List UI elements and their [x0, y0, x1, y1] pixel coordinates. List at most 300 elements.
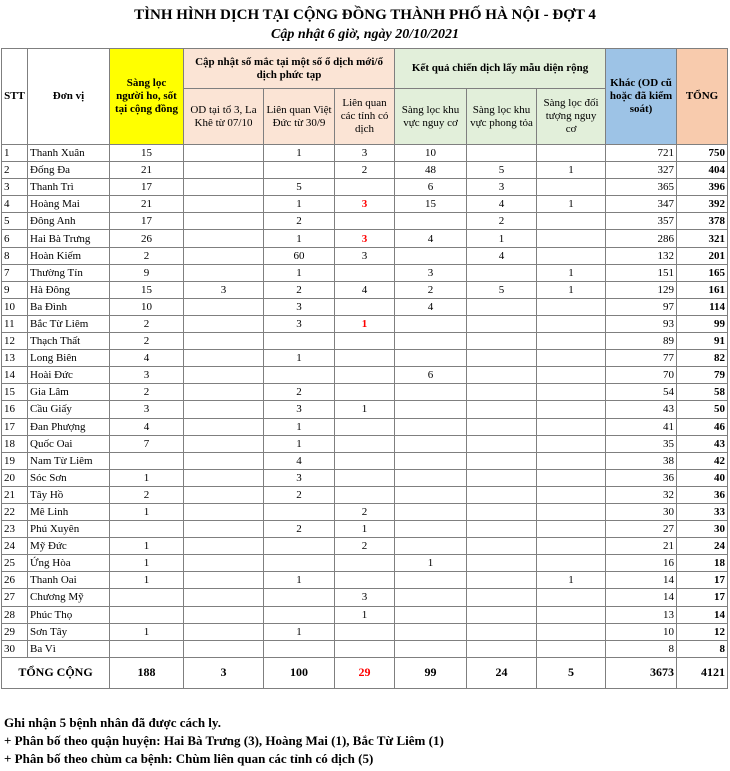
table-row: [2, 213, 728, 230]
cell-t: 42: [677, 452, 728, 469]
table-row: [2, 162, 728, 179]
table-row: [2, 486, 728, 503]
cell-e: 48: [395, 162, 467, 179]
header-od: OD tại tổ 3, La Khê từ 07/10: [184, 89, 264, 145]
cell-e: [395, 315, 467, 332]
cell-g: [537, 145, 606, 162]
cell-e: 3: [395, 264, 467, 281]
cell-a: [110, 640, 184, 657]
cell-h: 36: [606, 469, 677, 486]
cell-f: [467, 145, 537, 162]
cell-f: [467, 555, 537, 572]
cell-f: [467, 589, 537, 606]
cell-a: 1: [110, 503, 184, 520]
cell-c: 2: [264, 486, 335, 503]
cell-h: 70: [606, 367, 677, 384]
cell-g: 1: [537, 572, 606, 589]
cell-name: Tây Hồ: [28, 486, 110, 503]
cell-g: [537, 469, 606, 486]
cell-name: Hoàn Kiếm: [28, 247, 110, 264]
cell-g: 1: [537, 196, 606, 213]
cell-a: 9: [110, 264, 184, 281]
cell-c: 1: [264, 435, 335, 452]
table-row: [2, 538, 728, 555]
cell-b: [184, 589, 264, 606]
cell-t: 12: [677, 623, 728, 640]
total-cell: 3673: [606, 657, 677, 688]
cell-b: [184, 367, 264, 384]
cell-g: [537, 589, 606, 606]
cell-h: 93: [606, 315, 677, 332]
cell-b: [184, 640, 264, 657]
cell-c: 3: [264, 315, 335, 332]
cell-e: [395, 469, 467, 486]
table-row: [2, 589, 728, 606]
cell-stt: 28: [2, 606, 28, 623]
cell-g: [537, 367, 606, 384]
cell-stt: 6: [2, 230, 28, 247]
cell-f: [467, 469, 537, 486]
cell-t: 114: [677, 298, 728, 315]
cell-stt: 29: [2, 623, 28, 640]
header-vietduc: Liên quan Việt Đức từ 30/9: [264, 89, 335, 145]
cell-name: Mỹ Đức: [28, 538, 110, 555]
cell-h: 357: [606, 213, 677, 230]
cell-stt: 9: [2, 281, 28, 298]
cell-c: 2: [264, 521, 335, 538]
cell-b: [184, 315, 264, 332]
cell-h: 54: [606, 384, 677, 401]
cell-d: [335, 179, 395, 196]
cell-name: Ba Đình: [28, 298, 110, 315]
header-phongtoa: Sàng lọc khu vực phong tỏa: [467, 89, 537, 145]
cell-e: 6: [395, 179, 467, 196]
cell-h: 38: [606, 452, 677, 469]
cell-c: 2: [264, 213, 335, 230]
cell-h: 27: [606, 521, 677, 538]
cell-name: Cầu Giấy: [28, 401, 110, 418]
cell-c: 1: [264, 572, 335, 589]
cell-d: 2: [335, 503, 395, 520]
cell-d: 3: [335, 145, 395, 162]
cell-g: [537, 640, 606, 657]
total-cell: 24: [467, 657, 537, 688]
cell-h: 13: [606, 606, 677, 623]
table-row: [2, 469, 728, 486]
cell-a: 17: [110, 213, 184, 230]
cell-e: [395, 333, 467, 350]
cell-f: [467, 384, 537, 401]
cell-d: [335, 623, 395, 640]
cell-b: [184, 606, 264, 623]
cell-f: 5: [467, 281, 537, 298]
cell-a: 2: [110, 333, 184, 350]
cell-b: [184, 469, 264, 486]
table-row: [2, 350, 728, 367]
cell-name: Hoàng Mai: [28, 196, 110, 213]
cell-a: 2: [110, 247, 184, 264]
cell-e: [395, 418, 467, 435]
cell-h: 132: [606, 247, 677, 264]
cell-name: Bắc Từ Liêm: [28, 315, 110, 332]
cell-d: [335, 555, 395, 572]
cell-h: 151: [606, 264, 677, 281]
cell-t: 40: [677, 469, 728, 486]
cell-f: [467, 333, 537, 350]
cell-e: 10: [395, 145, 467, 162]
cell-e: [395, 640, 467, 657]
cell-name: Thanh Xuân: [28, 145, 110, 162]
table-row: [2, 145, 728, 162]
cell-e: [395, 452, 467, 469]
cell-e: [395, 521, 467, 538]
cell-c: [264, 555, 335, 572]
cell-t: 82: [677, 350, 728, 367]
cell-d: 1: [335, 521, 395, 538]
cell-b: 3: [184, 281, 264, 298]
page-title: TÌNH HÌNH DỊCH TẠI CỘNG ĐỒNG THÀNH PHỐ HÀ NỘI - ĐỢT 4: [134, 7, 596, 23]
cell-stt: 18: [2, 435, 28, 452]
cell-h: 10: [606, 623, 677, 640]
cell-e: [395, 435, 467, 452]
cell-stt: 2: [2, 162, 28, 179]
cell-e: 1: [395, 555, 467, 572]
table-row: [2, 315, 728, 332]
cell-name: Hà Đông: [28, 281, 110, 298]
cell-a: 3: [110, 367, 184, 384]
cell-t: 392: [677, 196, 728, 213]
cell-c: [264, 162, 335, 179]
cell-stt: 12: [2, 333, 28, 350]
cell-d: 2: [335, 538, 395, 555]
cell-name: Thạch Thất: [28, 333, 110, 350]
cell-g: [537, 435, 606, 452]
cell-g: [537, 401, 606, 418]
cell-b: [184, 213, 264, 230]
cell-g: [537, 606, 606, 623]
cell-h: 43: [606, 401, 677, 418]
header-tinh: Liên quan các tỉnh có dịch: [335, 89, 395, 145]
cell-d: 3: [335, 247, 395, 264]
cell-stt: 7: [2, 264, 28, 281]
cell-name: Ba Vì: [28, 640, 110, 657]
cell-d: 1: [335, 401, 395, 418]
cell-stt: 19: [2, 452, 28, 469]
table-row: [2, 298, 728, 315]
cell-h: 77: [606, 350, 677, 367]
cell-c: 4: [264, 452, 335, 469]
cell-stt: 11: [2, 315, 28, 332]
cell-c: 1: [264, 623, 335, 640]
cell-e: 15: [395, 196, 467, 213]
cell-g: [537, 486, 606, 503]
cell-a: 2: [110, 486, 184, 503]
cell-t: 750: [677, 145, 728, 162]
cell-a: 4: [110, 350, 184, 367]
header-tong: TỔNG: [677, 49, 728, 145]
cell-d: [335, 384, 395, 401]
cell-t: 17: [677, 589, 728, 606]
cell-a: 10: [110, 298, 184, 315]
header-stt: STT: [2, 49, 28, 145]
cell-d: 1: [335, 606, 395, 623]
cell-f: [467, 623, 537, 640]
cell-a: [110, 521, 184, 538]
cell-stt: 13: [2, 350, 28, 367]
cell-b: [184, 384, 264, 401]
cell-t: 24: [677, 538, 728, 555]
cell-g: [537, 503, 606, 520]
total-cell: 4121: [677, 657, 728, 688]
cell-a: 15: [110, 145, 184, 162]
cell-a: 1: [110, 555, 184, 572]
cell-e: 4: [395, 298, 467, 315]
cell-name: Long Biên: [28, 350, 110, 367]
cell-f: [467, 606, 537, 623]
cell-a: 1: [110, 572, 184, 589]
cell-h: 14: [606, 572, 677, 589]
cell-h: 16: [606, 555, 677, 572]
cell-t: 396: [677, 179, 728, 196]
cell-t: 99: [677, 315, 728, 332]
cell-d: [335, 350, 395, 367]
cell-t: 8: [677, 640, 728, 657]
cell-g: [537, 315, 606, 332]
cell-a: 17: [110, 179, 184, 196]
cell-g: [537, 333, 606, 350]
cell-f: [467, 264, 537, 281]
cell-d: [335, 435, 395, 452]
cell-name: Gia Lâm: [28, 384, 110, 401]
cell-f: [467, 435, 537, 452]
cell-t: 17: [677, 572, 728, 589]
cell-t: 91: [677, 333, 728, 350]
table-row: [2, 521, 728, 538]
cell-g: [537, 179, 606, 196]
cell-stt: 10: [2, 298, 28, 315]
cell-stt: 17: [2, 418, 28, 435]
cell-c: 1: [264, 264, 335, 281]
cell-a: 26: [110, 230, 184, 247]
table-row: [2, 264, 728, 281]
cell-name: Chương Mỹ: [28, 589, 110, 606]
table-row: [2, 401, 728, 418]
cell-c: [264, 606, 335, 623]
cell-stt: 27: [2, 589, 28, 606]
cell-b: [184, 247, 264, 264]
cell-d: 2: [335, 162, 395, 179]
table-row: [2, 503, 728, 520]
header-ketqua: Kết quả chiến dịch lấy mẫu diện rộng: [395, 49, 606, 89]
cell-a: [110, 606, 184, 623]
cell-g: [537, 247, 606, 264]
cell-c: 1: [264, 196, 335, 213]
cell-b: [184, 196, 264, 213]
cell-stt: 22: [2, 503, 28, 520]
cell-b: [184, 503, 264, 520]
cell-g: [537, 350, 606, 367]
cell-t: 79: [677, 367, 728, 384]
cell-g: [537, 418, 606, 435]
cell-c: 60: [264, 247, 335, 264]
cell-b: [184, 572, 264, 589]
cell-b: [184, 418, 264, 435]
cell-name: Thanh Trì: [28, 179, 110, 196]
note-line: + Phân bố theo chùm ca bệnh: Chùm liên quan các tỉnh có dịch (5): [4, 751, 374, 766]
cell-e: 6: [395, 367, 467, 384]
cell-g: 1: [537, 264, 606, 281]
page-subtitle: Cập nhật 6 giờ, ngày 20/10/2021: [271, 27, 459, 42]
cell-t: 33: [677, 503, 728, 520]
cell-c: 3: [264, 469, 335, 486]
cell-f: [467, 367, 537, 384]
total-cell: 5: [537, 657, 606, 688]
cell-g: 1: [537, 281, 606, 298]
total-cell: 188: [110, 657, 184, 688]
cell-a: 15: [110, 281, 184, 298]
cell-b: [184, 521, 264, 538]
cell-h: 129: [606, 281, 677, 298]
table-row: [2, 418, 728, 435]
cell-d: [335, 213, 395, 230]
table-row: [2, 572, 728, 589]
cell-stt: 15: [2, 384, 28, 401]
cell-c: [264, 367, 335, 384]
cell-g: [537, 538, 606, 555]
cell-f: 4: [467, 196, 537, 213]
cell-a: 7: [110, 435, 184, 452]
cell-a: 3: [110, 401, 184, 418]
table-row: [2, 640, 728, 657]
cell-f: 5: [467, 162, 537, 179]
cell-e: 2: [395, 281, 467, 298]
total-cell: 3: [184, 657, 264, 688]
cell-t: 58: [677, 384, 728, 401]
cell-b: [184, 555, 264, 572]
cell-a: [110, 452, 184, 469]
cell-stt: 25: [2, 555, 28, 572]
note-line: Ghi nhận 5 bệnh nhân đã được cách ly.: [4, 715, 221, 730]
header-khac: Khác (OD cũ hoặc đã kiểm soát): [606, 49, 677, 145]
cell-t: 165: [677, 264, 728, 281]
cell-name: Thường Tín: [28, 264, 110, 281]
cell-t: 404: [677, 162, 728, 179]
cell-d: [335, 452, 395, 469]
cell-t: 30: [677, 521, 728, 538]
total-cell: 99: [395, 657, 467, 688]
cell-stt: 8: [2, 247, 28, 264]
cell-f: [467, 452, 537, 469]
cell-d: [335, 264, 395, 281]
cell-name: Thanh Oai: [28, 572, 110, 589]
cell-stt: 1: [2, 145, 28, 162]
cell-a: 21: [110, 162, 184, 179]
table-row: [2, 555, 728, 572]
cell-b: [184, 179, 264, 196]
cell-t: 201: [677, 247, 728, 264]
table-row: [2, 384, 728, 401]
cell-name: Hai Bà Trưng: [28, 230, 110, 247]
cell-f: [467, 315, 537, 332]
cell-c: 3: [264, 401, 335, 418]
cell-d: [335, 298, 395, 315]
header-capnhat: Cập nhật số mắc tại một số ổ dịch mới/ổ dịch phức tạp: [184, 49, 395, 89]
cell-a: 2: [110, 315, 184, 332]
cell-name: Ứng Hòa: [28, 555, 110, 572]
cell-f: [467, 572, 537, 589]
cell-stt: 16: [2, 401, 28, 418]
cell-d: 3: [335, 589, 395, 606]
cell-g: [537, 230, 606, 247]
cell-stt: 20: [2, 469, 28, 486]
cell-f: [467, 350, 537, 367]
cell-g: [537, 452, 606, 469]
cell-t: 14: [677, 606, 728, 623]
cell-t: 321: [677, 230, 728, 247]
cell-e: [395, 503, 467, 520]
cell-b: [184, 145, 264, 162]
cell-g: 1: [537, 162, 606, 179]
table-row: [2, 606, 728, 623]
header-sangloc: Sàng lọc người ho, sốt tại cộng đồng: [110, 49, 184, 145]
cell-h: 721: [606, 145, 677, 162]
cell-g: [537, 213, 606, 230]
cell-name: Sóc Sơn: [28, 469, 110, 486]
cell-c: 1: [264, 418, 335, 435]
cell-c: [264, 503, 335, 520]
cell-e: [395, 350, 467, 367]
cell-f: 2: [467, 213, 537, 230]
cell-d: [335, 333, 395, 350]
cell-d: [335, 486, 395, 503]
cell-b: [184, 264, 264, 281]
cell-f: 3: [467, 179, 537, 196]
cell-name: Nam Từ Liêm: [28, 452, 110, 469]
header-nguyco: Sàng lọc khu vực nguy cơ: [395, 89, 467, 145]
cell-h: 14: [606, 589, 677, 606]
header-doituong: Sàng lọc đối tượng nguy cơ: [537, 89, 606, 145]
cell-c: 1: [264, 145, 335, 162]
cell-a: 1: [110, 623, 184, 640]
cell-c: [264, 589, 335, 606]
table-row: [2, 247, 728, 264]
cell-b: [184, 452, 264, 469]
cell-d: 4: [335, 281, 395, 298]
cell-e: [395, 572, 467, 589]
cell-f: [467, 503, 537, 520]
cell-stt: 3: [2, 179, 28, 196]
cell-c: [264, 538, 335, 555]
cell-g: [537, 298, 606, 315]
table-row: [2, 367, 728, 384]
cell-stt: 14: [2, 367, 28, 384]
cell-f: [467, 298, 537, 315]
cell-t: 18: [677, 555, 728, 572]
cell-d: [335, 469, 395, 486]
cell-e: [395, 247, 467, 264]
cell-name: Quốc Oai: [28, 435, 110, 452]
cell-t: 378: [677, 213, 728, 230]
cell-f: [467, 538, 537, 555]
cell-f: [467, 486, 537, 503]
cell-h: 89: [606, 333, 677, 350]
cell-name: Đống Đa: [28, 162, 110, 179]
cell-h: 347: [606, 196, 677, 213]
cell-name: Sơn Tây: [28, 623, 110, 640]
cell-b: [184, 623, 264, 640]
cell-e: [395, 384, 467, 401]
table-row: [2, 196, 728, 213]
